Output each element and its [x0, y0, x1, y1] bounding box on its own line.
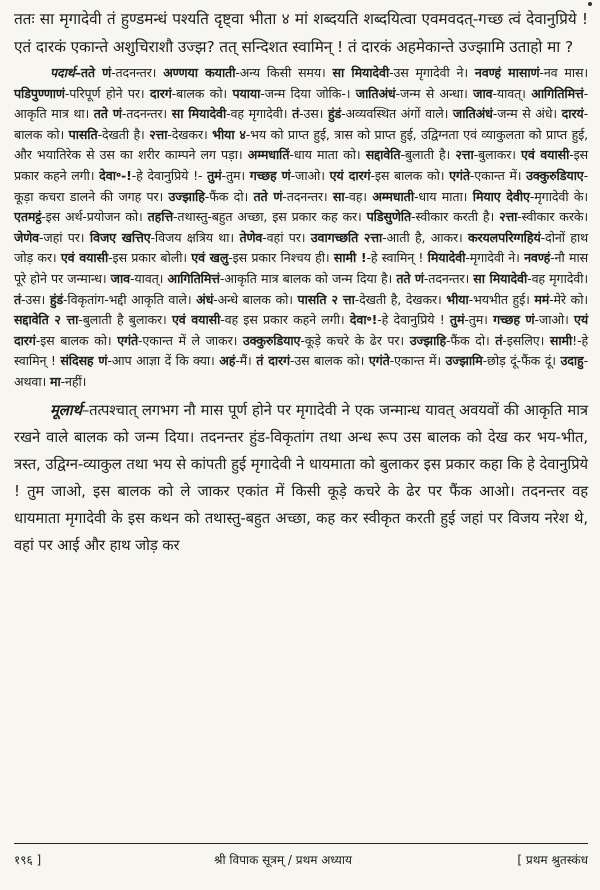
padartha-section	[14, 63, 588, 393]
gloss-term: पडिपुण्णाणं	[14, 85, 65, 101]
gloss-meaning: -आकृति मात्र था।	[14, 85, 589, 122]
gloss-term: सा मियादेवी	[473, 270, 528, 286]
gloss-meaning: -बुलाकर।	[473, 147, 522, 163]
gloss-meaning: -वह।	[344, 188, 373, 204]
moolartha-section	[14, 397, 588, 559]
gloss-meaning: -आप आज्ञा दें कि क्या।	[107, 353, 220, 369]
gloss-meaning: -इस प्रकार बोली।	[108, 250, 192, 266]
gloss-meaning: -जन्म से अन्धा।	[395, 85, 474, 101]
gloss-meaning: -देखती है, देखकर।	[354, 291, 447, 307]
gloss-meaning: -एकान्त में।	[469, 167, 527, 183]
gloss-term: करयलपरिग्गहियं	[468, 229, 541, 245]
gloss-meaning: -वह इस प्रकार कहने लगी।	[220, 312, 350, 328]
gloss-term: सा मियादेवी	[332, 65, 390, 80]
gloss-term: जेणेव	[14, 229, 40, 245]
gloss-meaning: -बालक को।	[14, 106, 588, 142]
gloss-term: तं	[292, 106, 300, 122]
gloss-meaning: -मैं।	[235, 353, 257, 369]
gloss-meaning: -छोड़ दूं-फैंक दूं।	[482, 353, 561, 369]
gloss-meaning: -दोनों हाथ जोड़ कर।	[14, 229, 589, 266]
gloss-term: –तते णं	[74, 65, 112, 80]
gloss-term: तते णं	[93, 106, 122, 122]
gloss-meaning: -इस प्रकार निश्चय ही।	[228, 250, 334, 266]
gloss-meaning: -बुलाती है।	[400, 147, 456, 163]
gloss-meaning: -फैंक दो।	[446, 332, 496, 348]
gloss-term: अहं	[219, 353, 236, 369]
gloss-term: नवण्हं मासाणं	[474, 65, 540, 80]
gloss-meaning: -तुम।	[221, 167, 250, 183]
gloss-meaning: -इस बालक को।	[370, 167, 450, 183]
gloss-term: सद्दावेति	[365, 147, 401, 163]
gloss-term: एवं वयासी	[521, 147, 570, 163]
gloss-term: उवागच्छति २त्ता	[310, 229, 383, 245]
gloss-meaning: -उस बालक को।	[289, 353, 369, 369]
gloss-term: २त्ता	[455, 147, 474, 163]
gloss-meaning: -धाय माता को।	[289, 147, 366, 163]
gloss-meaning: -तुम।	[464, 312, 494, 328]
gloss-term: अम्मधातिं	[247, 147, 290, 163]
page-footer	[14, 850, 588, 870]
gloss-meaning: -इस प्रकार कहने लगी।	[14, 147, 588, 183]
gloss-term: जातिअंधं	[452, 106, 493, 122]
footer-rule	[14, 843, 588, 844]
gloss-term: मा	[49, 373, 61, 389]
gloss-term: पासति २ त्ता	[297, 291, 355, 307]
gloss-term: नवण्हं	[524, 250, 551, 266]
gloss-meaning: -जन्म से अंधे।	[492, 106, 562, 122]
gloss-term: सा मियादेवी	[171, 106, 227, 122]
gloss-meaning: -आती है, आकर।	[382, 229, 468, 245]
gloss-meaning: -बुलाती है बुलाकर।	[78, 312, 172, 328]
gloss-meaning: -हे स्वामिन् !	[366, 250, 428, 266]
gloss-meaning: -तदनन्तर।	[121, 106, 172, 122]
gloss-meaning: -एकान्त में।	[389, 353, 446, 369]
gloss-meaning: -विकृतांग-भद्दी आकृति वाले।	[62, 291, 197, 307]
gloss-term: तं	[495, 332, 503, 348]
gloss-term: सामी	[549, 332, 573, 348]
gloss-meaning: -अन्धे बालक को।	[213, 291, 298, 307]
gloss-meaning: -जन्म दिया जोकि-।	[260, 85, 356, 101]
gloss-term: जाव	[473, 85, 493, 101]
gloss-term: उदाहु	[560, 353, 584, 369]
gloss-meaning: -नव मास।	[539, 65, 589, 80]
moolartha-text: –तत्पश्चात् लगभग नौ मास पूर्ण होने पर मृगादेवी ने एक जन्मान्ध यावत् अवयवों की आकृति मात्र रखने वाले बालक को जन्म दिया। तदनन्तर हुंड-विकृतांग तथा अन्ध रूप उस बालक को देख कर भय-भीत, त्रस्त, उद्विग्न-व्याकुल तथा भय से कांपती हुई मृगादेवी ने धायमाता को बुलाकर इस प्रकार कहा कि हे देवानुप्रिये ! तुम जाओ, इस बालक को ले जाकर एकांत में किसी कूड़े कचरे के ढेर पर फैंक आओ। तदनन्तर वह धायमाता मृगादेवी के इस कथन को तथास्तु-बहुत अच्छा, कह कर स्वीकृत करती हुई जहां पर विजय नरेश थे, वहां पर आई और हाथ जोड़ कर	[14, 401, 588, 554]
gloss-meaning: -एकान्त में ले जाकर।	[138, 332, 243, 348]
gloss-meaning: -फैंक दो।	[204, 188, 254, 204]
gloss-term: विजए खत्तिए	[89, 229, 151, 245]
gloss-meaning: -धाय माता।	[413, 188, 473, 204]
gloss-term: एगंते	[368, 353, 390, 369]
gloss-meaning: -बालक को।	[171, 85, 233, 101]
gloss-term: २त्ता	[499, 209, 518, 225]
gloss-meaning: -वहां पर।	[262, 229, 311, 245]
gloss-term: मियादेवी	[427, 250, 466, 266]
gloss-term: भीया	[446, 291, 469, 307]
gloss-term: देवा॰!	[349, 312, 378, 328]
gloss-meaning: -इस बालक को।	[35, 332, 118, 348]
gloss-meaning: -स्वीकार करके।	[517, 209, 588, 225]
gloss-term: उज्झाहि	[168, 188, 205, 204]
gloss-meaning: -यावत्।	[492, 85, 532, 101]
gloss-term: उक्कुरुडियाए	[242, 332, 301, 348]
gloss-term: आगितिमित्तं	[167, 270, 220, 286]
gloss-meaning: -तदनन्तर।	[423, 270, 474, 286]
gloss-meaning: -उस।	[299, 106, 328, 122]
gloss-term: एतमट्ठं	[14, 209, 42, 225]
book-title: श्री विपाक सूत्रम् / प्रथम अध्याय	[214, 853, 352, 867]
gloss-meaning: -उस मृगादेवी ने।	[389, 65, 475, 80]
gloss-term: तते णं	[396, 270, 424, 286]
gloss-term: एवं वयासी	[60, 250, 109, 266]
gloss-term: एयं दारगं	[329, 167, 371, 183]
gloss-term: तं दारगं	[256, 353, 290, 369]
gloss-term: तते णं	[253, 188, 283, 204]
gloss-meaning: -तथास्तु-बहुत अच्छा, इस प्रकार कह कर।	[173, 209, 367, 225]
gloss-term: आगितिमित्तं	[531, 85, 584, 101]
gloss-term: संदिसह णं	[60, 353, 108, 369]
gloss-meaning: -वह मृगादेवी।	[226, 106, 293, 122]
gloss-term: दारयं	[561, 106, 584, 122]
gloss-term: पडिसुणेति	[366, 209, 412, 225]
gloss-term: एवं वयासी	[171, 312, 221, 328]
gloss-meaning: -जाओ।	[534, 312, 575, 328]
gloss-meaning: -तदनन्तर।	[282, 188, 333, 204]
gloss-meaning: -मृगादेवी ने।	[465, 250, 525, 266]
gloss-meaning: -नौ मास पूरे होने पर जन्मान्ध।	[14, 250, 588, 286]
corner-mark	[588, 2, 592, 6]
gloss-meaning: -मेरे को।	[549, 291, 588, 307]
gloss-term: तुमं	[449, 312, 465, 328]
gloss-meaning: -भयभीत हुई।	[468, 291, 535, 307]
gloss-term: दारगं	[149, 85, 172, 101]
gloss-term: अंधं	[196, 291, 214, 307]
gloss-term: तुमं	[207, 167, 222, 183]
gloss-meaning: -तदनन्तर।	[111, 65, 164, 80]
gloss-term: पासति	[68, 126, 98, 142]
padartha-body	[14, 65, 588, 389]
sanskrit-verse: ततः सा मृगादेवी तं हुण्डमन्धं पश्यति दृष्ट्वा भीता ४ मां शब्दयति शब्दयित्वा एवमवदत्-गच्छ त्वं देवानुप्रिये ! एतं दारकं एकान्ते अशुचिराशौ उज्झ? तत् सन्दिशत स्वामिन् ! तं दारकं अहमेकान्ते उज्झामि उताहो मा ?	[14, 10, 588, 56]
section-label: [ प्रथम श्रुतस्कंध	[517, 853, 588, 867]
gloss-meaning: -अव्यवस्थित अंगों वाले।	[341, 106, 453, 122]
gloss-term: हुंडं	[327, 106, 342, 122]
gloss-meaning: -देखकर।	[167, 126, 213, 142]
gloss-meaning: -हे देवानुप्रिये !-	[131, 167, 208, 183]
gloss-meaning: -जहां पर।	[39, 229, 90, 245]
gloss-meaning: -स्वीकार करती है।	[411, 209, 500, 225]
gloss-meaning: -विजय क्षत्रिय था।	[150, 229, 240, 245]
gloss-meaning: -यावत्।	[129, 270, 168, 286]
gloss-term: सा	[332, 188, 345, 204]
gloss-term: भीया ४	[212, 126, 246, 142]
gloss-meaning: -जाओ।	[290, 167, 330, 183]
gloss-term: अण्णया कयाती	[163, 65, 236, 80]
gloss-meaning: -देखती है।	[97, 126, 150, 142]
gloss-term: उक्कुरुडियाए	[526, 167, 584, 183]
gloss-term: हुंडं	[49, 291, 63, 307]
gloss-meaning: -हे देवानुप्रिये !	[377, 312, 450, 328]
gloss-term: अम्मधाती	[372, 188, 414, 204]
gloss-term: २त्ता	[149, 126, 168, 142]
gloss-meaning: !-हे स्वामिन् !	[14, 332, 589, 369]
gloss-term: सद्दावेति २ त्ता	[14, 312, 79, 328]
gloss-term: जाव	[110, 270, 130, 286]
gloss-meaning: -कूड़ा कचरा डालने की जगह पर।	[14, 167, 589, 204]
gloss-term: एयं दारगं	[14, 312, 588, 348]
gloss-meaning: -भय को प्राप्त हुई, त्रास को प्राप्त हुई, उद्विग्नता एवं व्याकुलता को प्राप्त हुई, और भयातिरेक से उस का शरीर काम्पने लग पड़ा।	[14, 126, 588, 163]
gloss-meaning: -वह मृगादेवी।	[527, 270, 588, 286]
gloss-meaning: -अन्य किसी समय।	[235, 65, 333, 80]
gloss-term: तं	[14, 291, 22, 307]
gloss-term: एगंते	[449, 167, 470, 183]
padartha-heading: पदार्थ	[50, 65, 75, 80]
gloss-term: उज्झामि	[445, 353, 483, 369]
gloss-meaning: -नहीं।	[60, 373, 87, 389]
gloss-term: गच्छह णं	[493, 312, 535, 328]
document-page	[14, 6, 588, 559]
gloss-term: तेणेव	[239, 229, 263, 245]
gloss-meaning: -मृगादेवी के।	[529, 188, 589, 204]
gloss-term: पयाया	[232, 85, 261, 101]
page-number: १९६ ]	[14, 853, 42, 867]
gloss-meaning: -इसलिए।	[502, 332, 550, 348]
gloss-term: देवा॰-!	[99, 167, 132, 183]
gloss-term: गच्छह णं	[249, 167, 291, 183]
gloss-meaning: -इस अर्थ-प्रयोजन को।	[41, 209, 148, 225]
gloss-term: तहत्ति	[147, 209, 174, 225]
gloss-meaning: -अथवा।	[14, 353, 588, 389]
gloss-term: जातिअंधं	[355, 85, 396, 101]
gloss-term: उज्झाहि	[409, 332, 446, 348]
gloss-meaning: -परिपूर्ण होने पर।	[64, 85, 150, 101]
gloss-term: एगंते	[117, 332, 139, 348]
gloss-term: ममं	[534, 291, 550, 307]
gloss-meaning: -आकृति मात्र बालक को जन्म दिया है।	[219, 270, 397, 286]
gloss-meaning: -उस।	[21, 291, 50, 307]
gloss-term: एवं खलु	[191, 250, 229, 266]
gloss-term: सामी !	[333, 250, 367, 266]
moolartha-heading: मूलार्थ	[50, 401, 82, 419]
gloss-term: मियाए देवीए	[472, 188, 530, 204]
gloss-meaning: -कूड़े कचरे के ढेर पर।	[300, 332, 410, 348]
